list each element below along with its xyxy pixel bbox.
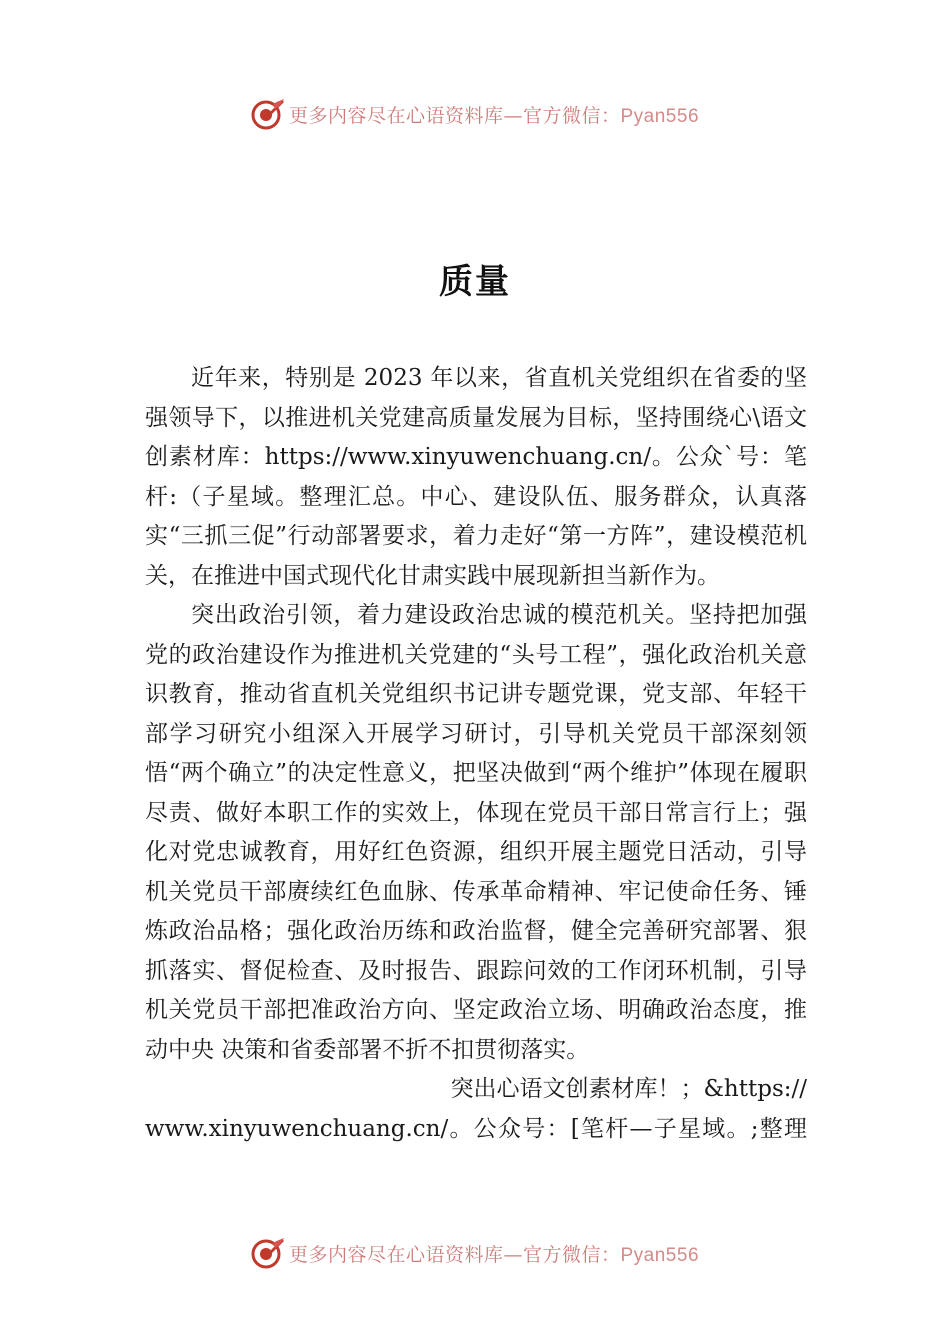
header-watermark [0,94,950,134]
watermark-label: 更多内容尽在心语资料库—官方微信： [288,1243,621,1266]
watermark-label: 更多内容尽在心语资料库—官方微信： [288,104,621,127]
watermark-text [289,101,699,128]
paragraph: 突出政治引领，着力建设政治忠诚的模范机关。坚持把加强党的政治建设作为推进机关党建的“头号工程”，强化政治机关意识教育，推动省直机关党组织书记讲专题党课，党支部、年轻干部学习研究小组深入开展学习研讨，引导机关党员干部深刻领悟“两个确立”的决定性意义，把坚决做到“两个维护”体现在履职尽责、做好本职工作的实效上，体现在党员干部日常言行上；强化对党忠诚教育，用好红色资源，组织开展主题党日活动，引导机关党员干部赓续红色血脉、传承革命精神、牢记使命任务、锤炼政治品格；强化政治历练和政治监督，健全完善研究部署、狠抓落实、督促检查、及时报告、跟踪问效的工作闭环机制，引导机关党员干部把准政治方向、坚定政治立场、明确政治态度，推动中央 决策和省委部署不折不扣贯彻落实。 [145,602,807,1063]
paragraph: 近年来，特别是 2023 年以来，省直机关党组织在省委的坚强领导下，以推进机关党建高质量发展为目标，坚持围绕心\语文创素材库：https://www.xinyuwenchuang.cn/。公众`号：笔杆:（子星域。整理汇总。中心、建设队伍、服务群众，认真落实“三抓三促”行动部署要求，着力走好“第一方阵”，建设模范机关，在推进中国式现代化甘肃实践中展现新担当新作为。 [145,365,807,589]
document-title: 质量 [439,262,511,302]
trailing-line: www.xinyuwenchuang.cn/。公众号：[笔杆—子星域。;整理 [145,1115,807,1142]
trailing-line: 突出心语文创素材库！；&https:// [450,1076,807,1102]
watermark-text [289,1240,699,1267]
watermark-wechat-id: Pyan556 [620,1244,700,1266]
footer-watermark [0,1233,950,1273]
quill-logo-icon [251,1236,285,1270]
watermark-wechat-id: Pyan556 [620,105,700,127]
quill-logo-icon [251,97,285,131]
document-body [145,359,807,1149]
